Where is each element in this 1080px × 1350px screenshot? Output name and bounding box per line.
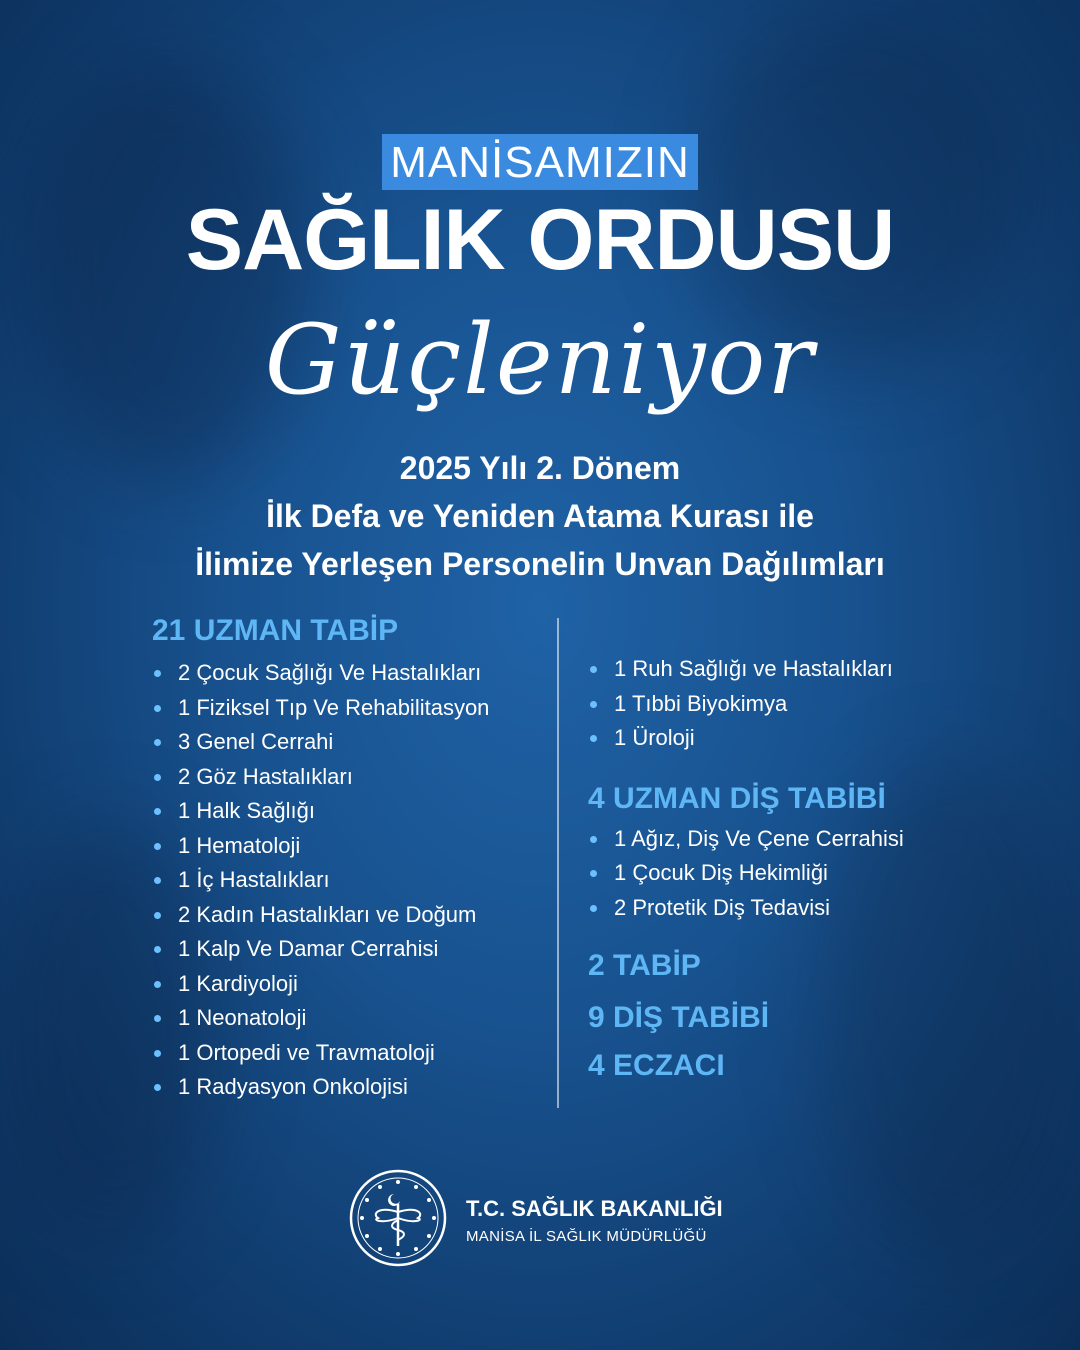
kicker-container xyxy=(0,134,1080,190)
footer xyxy=(348,1168,768,1268)
list-item: 1 İç Hastalıkları xyxy=(152,863,552,898)
list-item: 3 Genel Cerrahi xyxy=(152,725,552,760)
category-title: 2 TABİP xyxy=(588,949,701,982)
list-item: 1 Fiziksel Tıp Ve Rehabilitasyon xyxy=(152,691,552,726)
list-item: 1 Halk Sağlığı xyxy=(152,794,552,829)
subtitle xyxy=(0,444,1080,588)
subtitle-line: İlimize Yerleşen Personelin Unvan Dağılımları xyxy=(195,546,885,582)
ministry-of-health-emblem-icon xyxy=(348,1168,448,1268)
list-item: 1 Ruh Sağlığı ve Hastalıkları xyxy=(588,652,1008,687)
subtitle-line: İlk Defa ve Yeniden Atama Kurası ile xyxy=(266,498,814,534)
list-item: 1 Tıbbi Biyokimya xyxy=(588,687,1008,722)
specialty-list xyxy=(152,656,552,1105)
kicker-label: MANİSAMIZIN xyxy=(382,134,697,190)
ministry-name: T.C. SAĞLIK BAKANLIĞI xyxy=(466,1196,723,1221)
list-item: 1 Çocuk Diş Hekimliği xyxy=(588,856,1008,891)
list-item: 1 Ortopedi ve Travmatoloji xyxy=(152,1036,552,1071)
list-item: 1 Kardiyoloji xyxy=(152,967,552,1002)
dental-specialty-list xyxy=(588,822,1008,926)
list-item: 1 Ağız, Diş Ve Çene Cerrahisi xyxy=(588,822,1008,857)
category-title: 21 UZMAN TABİP xyxy=(152,614,399,647)
list-item: 1 Kalp Ve Damar Cerrahisi xyxy=(152,932,552,967)
directorate-name: MANİSA İL SAĞLIK MÜDÜRLÜĞÜ xyxy=(466,1228,707,1245)
category-title: 4 UZMAN DİŞ TABİBİ xyxy=(588,781,886,815)
list-item: 2 Göz Hastalıkları xyxy=(152,760,552,795)
category-title: 4 ECZACI xyxy=(588,1049,725,1082)
list-item: 1 Radyasyon Onkolojisi xyxy=(152,1070,552,1105)
list-item: 1 Hematoloji xyxy=(152,829,552,864)
left-column xyxy=(152,612,552,1105)
list-item: 1 Neonatoloji xyxy=(152,1001,552,1036)
specialty-list-continued xyxy=(588,652,1008,756)
page-title: SAĞLIK ORDUSU xyxy=(185,192,895,288)
list-item: 2 Kadın Hastalıkları ve Doğum xyxy=(152,898,552,933)
list-item: 1 Üroloji xyxy=(588,721,1008,756)
column-divider xyxy=(557,618,559,1108)
right-column xyxy=(588,652,1008,1085)
list-item: 2 Çocuk Sağlığı Ve Hastalıkları xyxy=(152,656,552,691)
subtitle-line: 2025 Yılı 2. Dönem xyxy=(399,450,681,486)
script-title: Güçleniyor xyxy=(264,304,816,416)
list-item: 2 Protetik Diş Tedavisi xyxy=(588,891,1008,926)
category-title: 9 DİŞ TABİBİ xyxy=(588,1001,770,1034)
